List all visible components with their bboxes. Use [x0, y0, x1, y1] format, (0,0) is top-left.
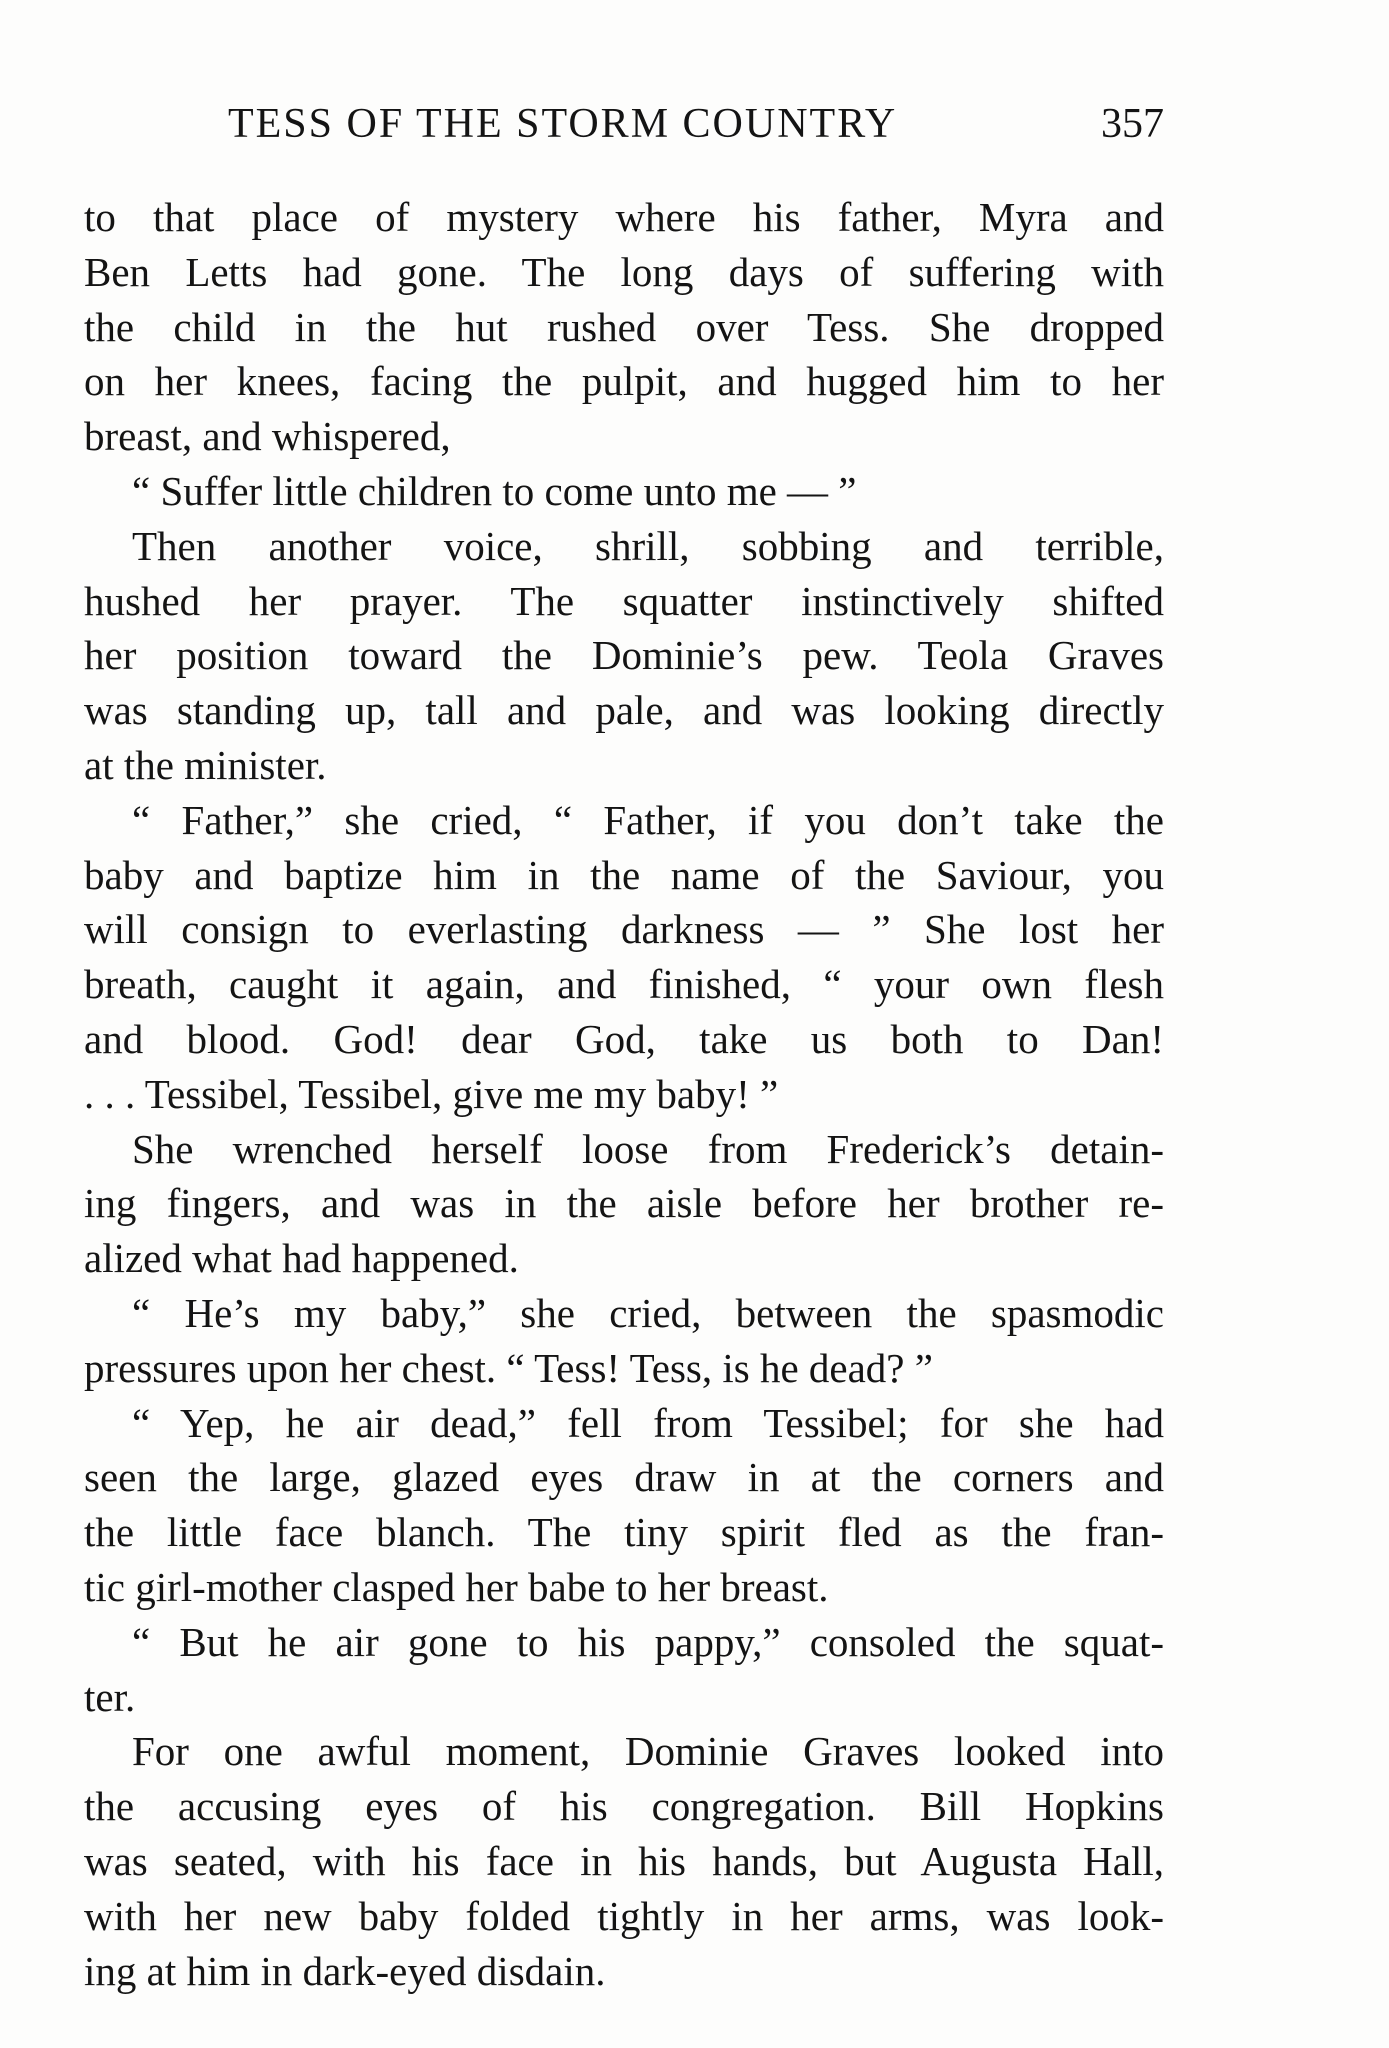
text-line: “ Father,” she cried, “ Father, if you don’t take the — [132, 796, 1164, 843]
text-line: was seated, with his face in his hands, but Augusta Hall, — [84, 1837, 1164, 1884]
text-line: on her knees, facing the pulpit, and hugged him to her — [84, 358, 1164, 405]
text-line: was standing up, tall and pale, and was looking directly — [84, 687, 1164, 734]
text-line: the little face blanch. The tiny spirit fled as the fran- — [84, 1509, 1164, 1556]
text-line: with her new baby folded tightly in her arms, was look- — [84, 1892, 1164, 1939]
text-line: tic girl-mother clasped her babe to her breast. — [84, 1563, 829, 1610]
text-line: breath, caught it again, and finished, “ your own flesh — [84, 961, 1164, 1008]
text-line: ing at him in dark-eyed disdain. — [84, 1947, 606, 1994]
text-line: She wrenched herself loose from Frederick’s detain- — [132, 1125, 1164, 1172]
text-line: alized what had happened. — [84, 1235, 519, 1282]
text-line: “ But he air gone to his pappy,” consoled the squat- — [132, 1618, 1164, 1665]
running-header — [84, 96, 1164, 152]
text-line: at the minister. — [84, 741, 327, 788]
text-line: ter. — [84, 1673, 136, 1720]
body-text — [84, 190, 1164, 1998]
text-line: seen the large, glazed eyes draw in at the corners and — [84, 1454, 1164, 1501]
text-line: the child in the hut rushed over Tess. She dropped — [84, 303, 1164, 350]
text-line: baby and baptize him in the name of the Saviour, you — [84, 851, 1164, 898]
text-line: her position toward the Dominie’s pew. Teola Graves — [84, 632, 1164, 679]
text-line: to that place of mystery where his father, Myra and — [84, 194, 1164, 240]
text-line: Ben Letts had gone. The long days of suffering with — [84, 248, 1164, 295]
text-line: the accusing eyes of his congregation. Bill Hopkins — [84, 1783, 1164, 1830]
text-line: Then another voice, shrill, sobbing and terrible, — [132, 522, 1164, 569]
text-line: will consign to everlasting darkness — ” She lost her — [84, 906, 1164, 953]
page-number: 357 — [1101, 101, 1164, 147]
text-line: ing fingers, and was in the aisle before her brother re- — [84, 1180, 1164, 1227]
text-line: . . . Tessibel, Tessibel, give me my baby! ” — [84, 1070, 779, 1117]
text-line: “ Suffer little children to come unto me — ” — [132, 467, 857, 514]
text-line: “ He’s my baby,” she cried, between the spasmodic — [132, 1289, 1164, 1336]
text-line: and blood. God! dear God, take us both to Dan! — [84, 1015, 1164, 1062]
text-line: hushed her prayer. The squatter instinctively shifted — [84, 577, 1164, 624]
running-title: TESS OF THE STORM COUNTRY — [228, 101, 898, 147]
text-line: For one awful moment, Dominie Graves looked into — [132, 1728, 1164, 1775]
text-line: breast, and whispered, — [84, 413, 451, 460]
text-line: “ Yep, he air dead,” fell from Tessibel; for she had — [132, 1399, 1164, 1446]
text-line: pressures upon her chest. “ Tess! Tess, is he dead? ” — [84, 1344, 933, 1391]
